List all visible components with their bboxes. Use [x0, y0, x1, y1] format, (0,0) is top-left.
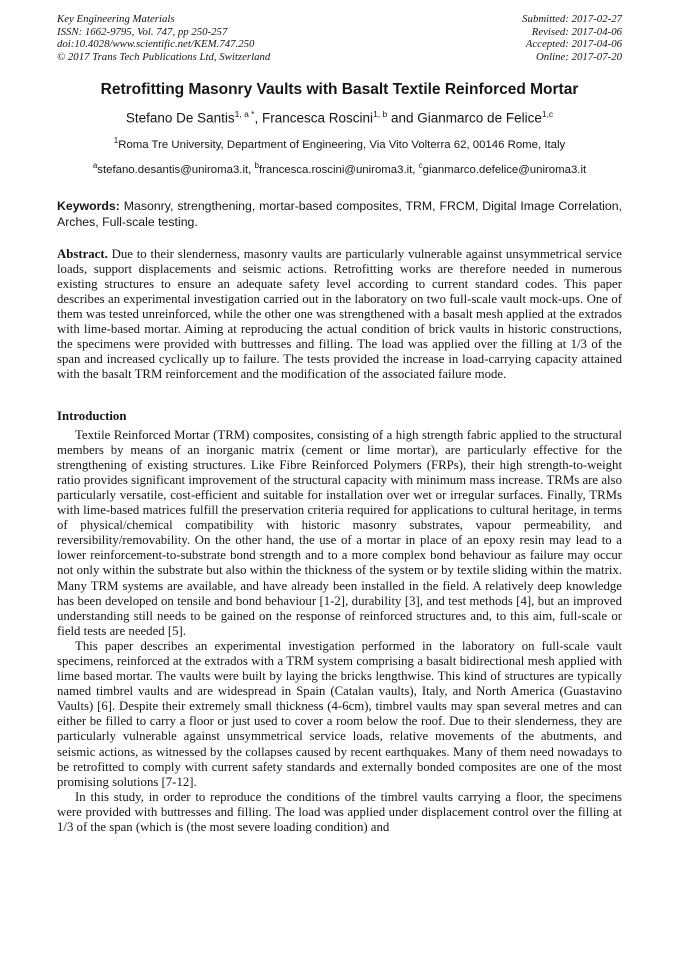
email-sup-3: c	[418, 160, 423, 170]
author-separator-1: ,	[254, 110, 263, 126]
abstract-paragraph	[57, 247, 622, 383]
author-sup-1: 1, a *	[234, 109, 255, 120]
author-name-3: Gianmarco de Felice	[417, 110, 542, 126]
doi-line: doi:10.4028/www.scientific.net/KEM.747.250	[57, 38, 255, 51]
author-separator-2: and	[387, 110, 418, 126]
paper-title: Retrofitting Masonry Vaults with Basalt Textile Reinforced Mortar	[100, 81, 579, 99]
email-sup-1: a	[92, 160, 98, 170]
submitted-date: Submitted: 2017-02-27	[522, 13, 622, 25]
email-sup-2: b	[254, 160, 259, 170]
authors-line	[57, 106, 622, 127]
issn-volume-line: ISSN: 1662-9795, Vol. 747, pp 250-257	[57, 25, 228, 38]
introduction-heading: Introduction	[57, 408, 127, 423]
keywords-text: Masonry, strengthening, mortar-based composites, TRM, FRCM, Digital Image Correlation, Arches, Full-scale testing.	[57, 199, 622, 230]
abstract-text: Due to their slenderness, masonry vaults are particularly vulnerable against unsymmetrical service loads, support displacements and seismic actions. Retrofitting works are therefore needed in numerous existing structures to ensure an adequate safety level according to current standard codes. This paper describes an experimental investigation carried out in the laboratory on two full-scale vault mock-ups. One of them was tested unreinforced, while the other one was strengthened with a basalt mesh applied at the extrados with lime-based mortar. Aiming at reproducing the actual condition of brick vaults in historic constructions, the specimens were provided with buttresses and filling. The load was applied over the filling at 1/3 of the span and increased cyclically up to failure. The tests provided the increase in load-carrying capacity attained with the basalt TRM reinforcement and the modification of the associated failure mode.	[57, 246, 622, 382]
email-address-2: francesca.roscini@uniroma3.it,	[258, 163, 419, 176]
author-sup-3: 1,c	[541, 109, 554, 120]
affiliation-text: Roma Tre University, Department of Engineering, Via Vito Volterra 62, 00146 Rome, Italy	[118, 138, 566, 151]
keywords-line	[57, 199, 622, 230]
journal-info-block	[57, 13, 270, 63]
author-name-2: Francesca Roscini	[262, 110, 374, 126]
accepted-date: Accepted: 2017-04-06	[525, 38, 622, 51]
emails-line	[57, 159, 622, 177]
online-date: Online: 2017-07-20	[535, 50, 622, 63]
copyright-line: © 2017 Trans Tech Publications Ltd, Switzerland	[57, 50, 271, 63]
abstract-label: Abstract.	[57, 246, 108, 261]
journal-header	[57, 13, 622, 63]
keywords-label: Keywords:	[57, 199, 120, 214]
intro-paragraph-3: In this study, in order to reproduce the conditions of the timbrel vaults carrying a floor, the specimens were provided with buttresses and filling. The load was applied under displacement control over the filling at 1/3 of the span (which is (the most severe loading condition) and	[57, 789, 622, 835]
revised-date: Revised: 2017-04-06	[531, 25, 622, 38]
email-address-1: stefano.desantis@uniroma3.it,	[97, 163, 255, 176]
dates-block	[522, 13, 622, 63]
affiliation-line	[57, 134, 622, 152]
author-sup-2: 1, b	[373, 109, 388, 120]
journal-name: Key Engineering Materials	[57, 13, 175, 25]
author-name-1: Stefano De Santis	[125, 110, 235, 126]
intro-paragraph-2: This paper describes an experimental investigation performed in the laboratory on full-scale vault specimens, reinforced at the extrados with a TRM system comprising a basalt bidirectional mesh applied with lime based mortar. The vaults were built by laying the bricks lengthwise. This kind of structures are typically named timbrel vaults and are widespread in Spain (Catalan vaults), Italy, and North America (Guastavino Vaults) [6]. Despite their extremely small thickness (4-6cm), timbrel vaults may span several metres and can either be filled to carry a floor or just used to cover a room below the roof. Due to their slenderness, they are particularly vulnerable against unsymmetrical service loads, relative movements of the abutments, and seismic actions, as witnessed by the collapses caused by recent earthquakes. Many of them need nowadays to be retrofitted to comply with current safety standards and externally bonded composites are one of the most promising solutions [7-12].	[57, 638, 622, 789]
email-address-3: gianmarco.defelice@uniroma3.it	[422, 163, 587, 176]
intro-paragraph-1: Textile Reinforced Mortar (TRM) composites, consisting of a high strength fabric applied to the structural members by means of an inorganic matrix (cement or lime mortar), are particularly effective for the strengthening of existing structures. Like Fibre Reinforced Polymers (FRPs), their high strength-to-weight ratio provides significant improvement of the structural capacity with minimum mass increase. TRMs are also particularly versatile, cost-efficient and suitable for installation over wet or irregular surfaces. Finally, TRMs with lime-based matrices fulfill the preservation criteria required for applications to cultural heritage, in terms of physical/chemical compatibility with historic masonry substrates, vapour permeability, and reversibility/removability. On the other hand, the use of a mortar in place of an epoxy resin may lead to a lower reinforcement-to-substrate bond strength and to a more complex bond behaviour as failure may occur not only within the substrate but also within the thickness of the system or by textile sliding within the matrix. Many TRM systems are available, and have already been installed in the field. A relatively deep knowledge has been developed on tensile and bond behaviour [1-2], durability [3], and test methods [4], but an improved understanding still needs to be gained on the response of reinforced structures and, to this aim, full-scale or field tests are needed [5].	[57, 427, 622, 638]
affiliation-sup: 1	[113, 135, 119, 145]
